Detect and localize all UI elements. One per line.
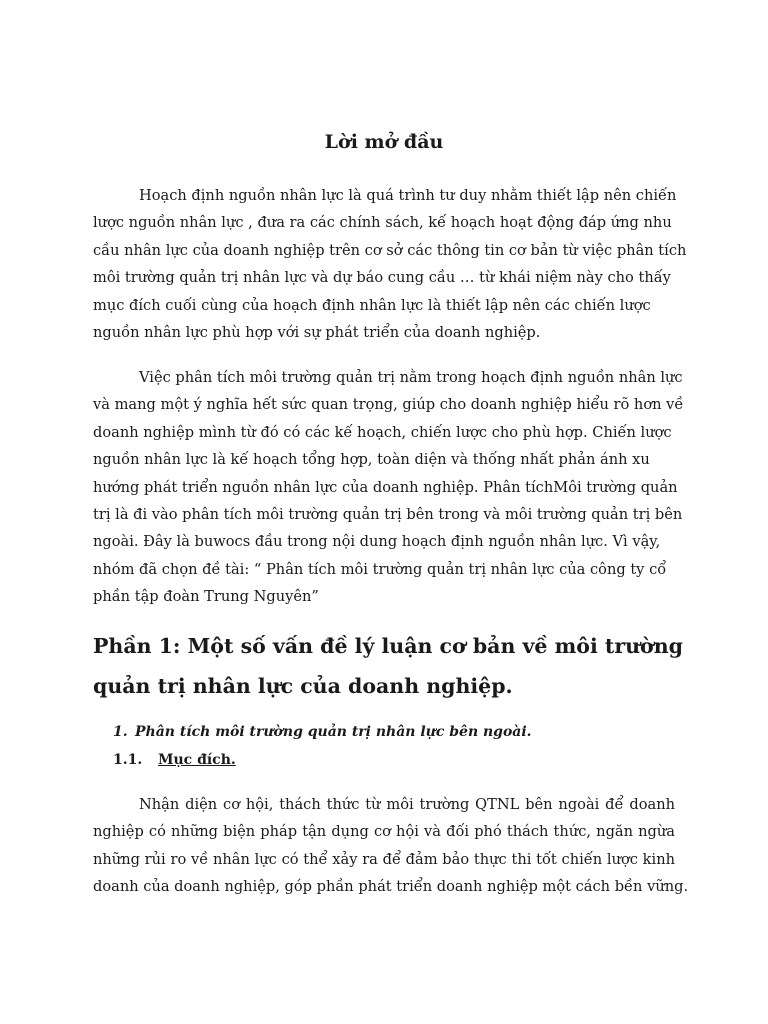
intro-paragraph-2: [93, 364, 684, 611]
paragraph-line: lược nguồn nhân lực , đưa ra các chính sách, kế hoạch hoạt động đáp ứng nhu: [93, 214, 672, 232]
paragraph-line: Hoạch định nguồn nhân lực là quá trình tư duy nhằm thiết lập nên chiến: [139, 187, 677, 204]
section-1-1-heading: [113, 752, 236, 768]
purpose-paragraph: [93, 791, 689, 901]
paragraph-line: mục đích cuối cùng của hoạch định nhân lực là thiết lập nên các chiến lược: [93, 296, 651, 314]
document-title: Lời mở đầu: [324, 131, 444, 153]
paragraph-line: hướng phát triển nguồn nhân lực của doanh nghiệp. Phân tíchMôi trường quản: [93, 478, 678, 496]
section-1-heading: [113, 724, 532, 740]
paragraph-line: cầu nhân lực của doanh nghiệp trên cơ sở các thông tin cơ bản từ việc phân tích: [93, 241, 687, 259]
paragraph-line: ngoài. Đây là buwocs đầu trong nội dung hoạch định nguồn nhân lực. Vì vậy,: [93, 533, 661, 551]
paragraph-line: nguồn nhân lực phù hợp với sự phát triển của doanh nghiệp.: [93, 324, 541, 342]
paragraph-line: những rủi ro về nhân lực có thể xảy ra để đảm bảo thực thi tốt chiến lược kinh: [93, 850, 675, 868]
paragraph-line: nguồn nhân lực là kế hoạch tổng hợp, toàn diện và thống nhất phản ánh xu: [93, 451, 650, 469]
paragraph-line: doanh của doanh nghiệp, góp phần phát triển doanh nghiệp một cách bền vững.: [93, 878, 689, 896]
paragraph-line: phần tập đoàn Trung Nguyên”: [93, 588, 319, 606]
part-1-heading: [93, 626, 683, 706]
paragraph-line: nghiệp có những biện pháp tận dụng cơ hội và đối phó thách thức, ngăn ngừa: [93, 823, 675, 841]
paragraph-line: doanh nghiệp mình từ đó có các kế hoạch, chiến lược cho phù hợp. Chiến lược: [93, 423, 672, 441]
section-title: Mục đích.: [158, 752, 236, 768]
section-number: 1.: [113, 724, 128, 740]
section-number: 1.1.: [113, 752, 143, 768]
paragraph-line: nhóm đã chọn đề tài: “ Phân tích môi trường quản trị nhân lực của công ty cổ: [93, 560, 667, 578]
heading-line: Phần 1: Một số vấn đề lý luận cơ bản về môi trường: [93, 634, 683, 658]
intro-paragraph-1: [93, 182, 687, 346]
paragraph-line: môi trường quản trị nhân lực và dự báo cung cầu … từ khái niệm này cho thấy: [93, 269, 671, 287]
section-title: Phân tích môi trường quản trị nhân lực bên ngoài.: [135, 724, 532, 740]
paragraph-line: Việc phân tích môi trường quản trị nằm trong hoạch định nguồn nhân lực: [139, 369, 683, 386]
paragraph-line: trị là đi vào phân tích môi trường quản trị bên trong và môi trường quản trị bên: [93, 506, 683, 524]
paragraph-line: và mang một ý nghĩa hết sức quan trọng, giúp cho doanh nghiệp hiểu rõ hơn về: [93, 396, 684, 414]
paragraph-line: Nhận diện cơ hội, thách thức từ môi trường QTNL bên ngoài để doanh: [139, 796, 675, 813]
heading-line: quản trị nhân lực của doanh nghiệp.: [93, 674, 513, 698]
